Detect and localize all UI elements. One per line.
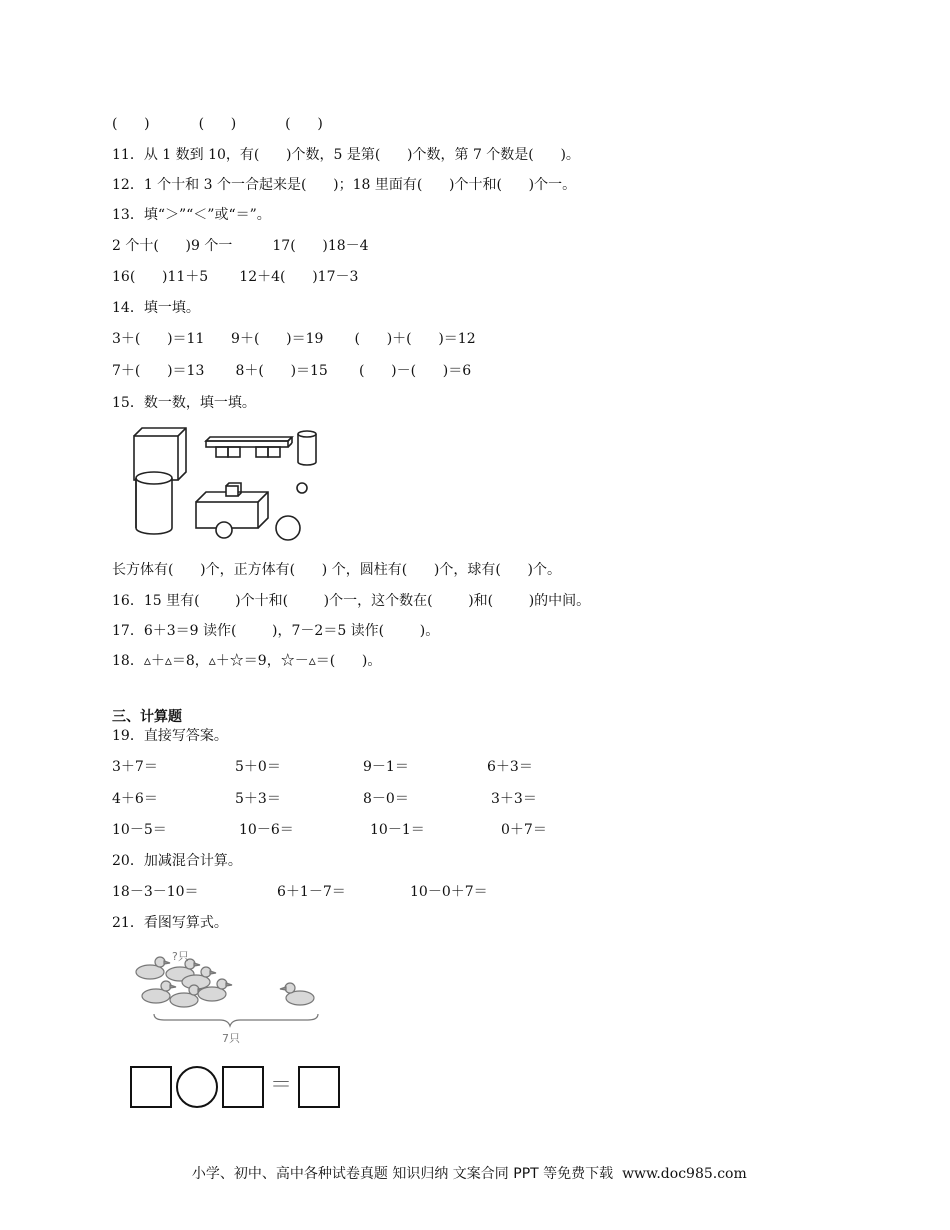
equals-sign: ＝ (270, 1073, 293, 1098)
question-14: 14．填一填。 (112, 300, 200, 316)
q19-cell: 9－1＝ (363, 759, 409, 775)
q19-cell: 0＋7＝ (501, 822, 547, 838)
answer-box[interactable] (130, 1066, 172, 1108)
answer-box[interactable] (222, 1066, 264, 1108)
q19-row-1 (112, 758, 712, 776)
operator-circle[interactable] (176, 1066, 218, 1108)
blank-row: ( ) ( ) ( ) (112, 116, 323, 132)
question-16: 16．15 里有( )个十和( )个一，这个数在( )和( )的中间。 (112, 593, 591, 609)
q19-cell: 10－6＝ (239, 822, 294, 838)
solids-figure (128, 424, 328, 544)
total-count-label: 7只 (222, 1032, 240, 1045)
footer (183, 1147, 747, 1183)
duck-icon (280, 983, 314, 1005)
question-12: 12．1 个十和 3 个一合起来是( )；18 里面有( )个十和( )个一。 (112, 177, 577, 193)
q20-row (112, 883, 712, 901)
q19-cell: 5＋0＝ (235, 759, 281, 775)
q20-cell: 18－3－10＝ (112, 884, 199, 900)
question-15-answer: 长方体有( )个，正方体有( ) 个，圆柱有( )个，球有( )个。 (112, 562, 561, 578)
q19-cell: 3＋7＝ (112, 759, 158, 775)
ducks-figure (128, 944, 338, 1048)
question-15: 15．数一数，填一填。 (112, 395, 256, 411)
answer-boxes (130, 1066, 342, 1112)
question-count-label: ?只 (172, 950, 189, 963)
q19-cell: 3＋3＝ (491, 791, 537, 807)
question-13-line-a: 2 个十( )9 个一 17( )18－4 (112, 238, 369, 254)
q19-cell: 4＋6＝ (112, 791, 158, 807)
q19-row-2 (112, 790, 712, 808)
answer-box[interactable] (298, 1066, 340, 1108)
question-21: 21．看图写算式。 (112, 915, 228, 931)
duck-icon (136, 957, 170, 979)
tall-cylinder-shape (136, 472, 172, 534)
footer-url[interactable]: www.doc985.com (622, 1166, 747, 1182)
question-13: 13．填“＞”“＜”或“＝”。 (112, 207, 271, 223)
small-cylinder-shape (298, 431, 316, 465)
question-17: 17．6＋3＝9 读作( )，7－2＝5 读作( )。 (112, 623, 440, 639)
cart-shape (196, 483, 268, 538)
question-20: 20．加减混合计算。 (112, 853, 242, 869)
question-19: 19．直接写答案。 (112, 728, 228, 744)
q19-cell: 10－5＝ (112, 822, 167, 838)
brace-line (154, 1014, 318, 1026)
bench-shape (206, 437, 292, 457)
small-ball-shape (297, 483, 307, 493)
section-3-heading: 三、计算题 (112, 709, 182, 725)
big-ball-shape (276, 516, 300, 540)
q19-cell: 10－1＝ (370, 822, 425, 838)
q19-cell: 6＋3＝ (487, 759, 533, 775)
q19-cell: 8－0＝ (363, 791, 409, 807)
footer-text: 小学、初中、高中各种试卷真题 知识归纳 文案合同 PPT 等免费下载 (191, 1166, 614, 1182)
q20-cell: 10－0＋7＝ (410, 884, 488, 900)
question-13-line-b: 16( )11＋5 12＋4( )17－3 (112, 269, 359, 285)
question-14-line-a: 3＋( )＝11 9＋( )＝19 ( )＋( )＝12 (112, 331, 476, 347)
q20-cell: 6＋1－7＝ (277, 884, 346, 900)
question-18: 18．▵＋▵＝8，▵＋☆＝9，☆－▵＝( )。 (112, 653, 382, 669)
q19-cell: 5＋3＝ (235, 791, 281, 807)
q19-row-3 (112, 821, 712, 839)
question-11: 11．从 1 数到 10，有( )个数，5 是第( )个数，第 7 个数是( )。 (112, 147, 580, 163)
question-14-line-b: 7＋( )＝13 8＋( )＝15 ( )－( )＝6 (112, 363, 472, 379)
